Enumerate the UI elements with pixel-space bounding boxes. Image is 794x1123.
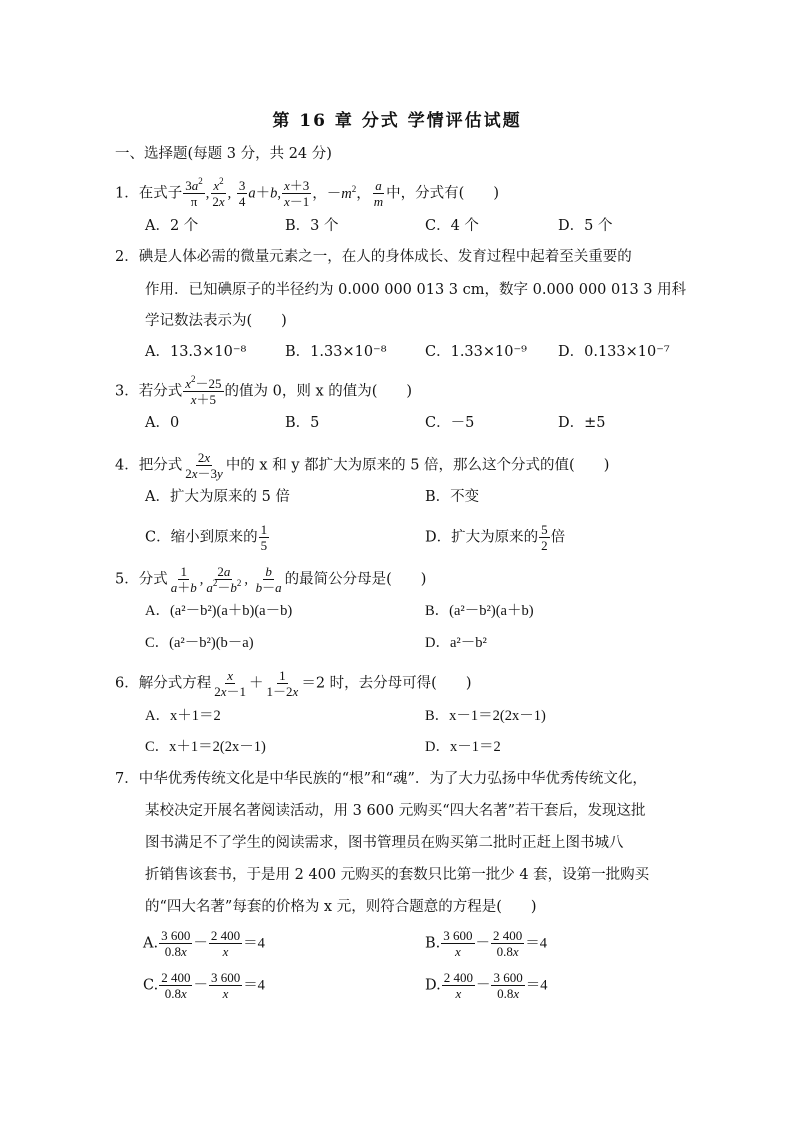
option-d: D．±5 bbox=[558, 415, 606, 431]
fraction: $\frac{x^2}{2x}$ bbox=[212, 176, 225, 209]
fraction: $\frac{3 600}{0.8x}$ bbox=[161, 928, 191, 959]
option-a: A．0 bbox=[145, 415, 180, 431]
fraction: $\frac{2 400}{x}$ bbox=[443, 970, 473, 1001]
option-b: B．不变 bbox=[425, 489, 480, 505]
question-text: 碘是人体必需的微量元素之一，在人的身体成长、发育过程中起着至关重要的 bbox=[138, 249, 632, 265]
option-c: C．4 个 bbox=[425, 218, 479, 234]
question-text: 中华优秀传统文化是中华民族的“根”和“魂”．为了大力弘扬中华优秀传统文化， bbox=[138, 771, 647, 787]
fraction: $\frac{3a^2}{\pi}$ bbox=[185, 176, 203, 209]
option-text: D．扩大为原来的 bbox=[425, 529, 539, 546]
question-stem-suffix: 的最简公分母是( ) bbox=[284, 571, 427, 588]
option-b: B．(a²－b²)(a＋b) bbox=[425, 603, 534, 619]
option-d: D．0.133×10⁻⁷ bbox=[558, 344, 670, 360]
fraction: $\frac{3 600}{x}$ bbox=[210, 970, 241, 1001]
question-stem-prefix: 在式子 bbox=[138, 185, 183, 202]
option-label: C. bbox=[143, 977, 159, 994]
fraction: $\frac{2a}{a^2-b^2}$ bbox=[206, 564, 242, 595]
option-d: D．a²－b² bbox=[425, 635, 487, 651]
question-number: 3． bbox=[115, 383, 139, 400]
option-a: A．扩大为原来的 5 倍 bbox=[145, 489, 290, 505]
option-d bbox=[425, 522, 565, 553]
option-text: C．缩小到原来的 bbox=[145, 529, 258, 546]
fraction: $\frac{x^2-25}{x+5}$ bbox=[185, 374, 222, 407]
section-heading: 一、选择题(每题 3 分，共 24 分) bbox=[115, 146, 332, 162]
option-b: B．1.33×10⁻⁸ bbox=[285, 344, 387, 360]
question-2-line-3: 学记数法表示为( ) bbox=[145, 313, 287, 329]
fraction: $\frac{3 600}{0.8x}$ bbox=[493, 970, 523, 1001]
question-number: 2． bbox=[115, 249, 139, 265]
equation-tail: ＝4 bbox=[243, 977, 265, 994]
question-stem-prefix: 分式 bbox=[138, 571, 168, 588]
fraction: $\frac{x+3}{x-1}$ bbox=[284, 178, 310, 209]
fraction: $\frac{x}{2x-1}$ bbox=[214, 668, 247, 699]
question-number: 1． bbox=[115, 185, 139, 202]
question-stem-suffix: 的值为 0，则 x 的值为( ) bbox=[224, 383, 413, 400]
option-c bbox=[145, 522, 270, 553]
question-stem-suffix: 中的 x 和 y 都扩大为原来的 5 倍，那么这个分式的值( ) bbox=[225, 457, 610, 474]
equation-tail: ＝4 bbox=[525, 935, 548, 952]
option-b: B. $\frac{3 600}{x}$ － $\frac{2 400}{0.8x}$ ＝4 bbox=[425, 928, 548, 959]
option-c: C．－5 bbox=[425, 415, 475, 431]
option-c: C. $\frac{2 400}{0.8x}$ － $\frac{3 600}{x}$ ＝4 bbox=[143, 970, 265, 1001]
question-number: 7． bbox=[115, 771, 139, 787]
option-a: A．2 个 bbox=[145, 218, 199, 234]
question-7-line-5: 的“四大名著”每套的价格为 x 元，则符合题意的方程是( ) bbox=[145, 899, 537, 915]
option-d: D．x－1＝2 bbox=[425, 739, 501, 755]
option-b: B．x－1＝2(2x－1) bbox=[425, 708, 546, 724]
fraction: $\frac{2x}{2x-3y}$ bbox=[185, 450, 223, 481]
question-2-line-2: 作用．已知碘原子的半径约为 0.000 000 013 3 cm，数字 0.000 000 013 3 用科 bbox=[145, 282, 687, 298]
question-stem-prefix: 把分式 bbox=[138, 457, 183, 474]
fraction: $\frac{5}{2}$ bbox=[541, 522, 548, 553]
option-a: A．x＋1＝2 bbox=[145, 708, 221, 724]
fraction: $\frac{1}{5}$ bbox=[260, 522, 268, 553]
question-7-line-2: 某校决定开展名著阅读活动，用 3 600 元购买“四大名著”若干套后，发现这批 bbox=[145, 803, 646, 819]
option-c: C．1.33×10⁻⁹ bbox=[425, 344, 527, 360]
question-6: 6．解分式方程 $\frac{x}{2x-1}$ ＋ $\frac{1}{1-2x}$ ＝2 时，去分母可得( ) bbox=[115, 668, 472, 699]
option-c: C．x＋1＝2(2x－1) bbox=[145, 739, 266, 755]
fraction: $\frac{3}{4}$ bbox=[238, 178, 246, 209]
option-a: A．13.3×10⁻⁸ bbox=[145, 344, 247, 360]
equation-tail: ＝4 bbox=[243, 935, 265, 952]
question-number: 6． bbox=[115, 675, 139, 692]
option-a: A．(a²－b²)(a＋b)(a－b) bbox=[145, 603, 293, 619]
option-d: D．5 个 bbox=[558, 218, 613, 234]
question-3 bbox=[115, 376, 412, 407]
option-label: A. bbox=[143, 935, 159, 952]
question-stem-suffix: ＝2 时，去分母可得( ) bbox=[301, 675, 472, 692]
option-b: B．5 bbox=[285, 415, 320, 431]
option-label: D. bbox=[425, 977, 441, 994]
question-2-line-1 bbox=[115, 246, 632, 268]
fraction: $\frac{1}{a+b}$ bbox=[170, 564, 197, 595]
fraction: $\frac{3 600}{x}$ bbox=[443, 928, 473, 959]
fraction: $\frac{2 400}{0.8x}$ bbox=[161, 970, 191, 1001]
fraction: $\frac{a}{m}$ bbox=[373, 178, 384, 209]
equation-tail: ＝4 bbox=[525, 977, 548, 994]
question-7-line-3: 图书满足不了学生的阅读需求，图书管理员在购买第二批时正赶上图书城八 bbox=[145, 835, 624, 851]
question-stem-suffix: 中，分式有( ) bbox=[386, 185, 499, 202]
fraction: $\frac{2 400}{0.8x}$ bbox=[493, 928, 523, 959]
option-text-suffix: 倍 bbox=[550, 529, 566, 546]
option-a: A. $\frac{3 600}{0.8x}$ － $\frac{2 400}{x}$ ＝4 bbox=[143, 928, 265, 959]
question-number: 5． bbox=[115, 571, 139, 588]
question-stem-prefix: 解分式方程 bbox=[138, 675, 212, 692]
page-title: 第 16 章 分式 学情评估试题 bbox=[272, 111, 522, 131]
question-7-line-4: 折销售该套书，于是用 2 400 元购买的套数只比第一批少 4 套，设第一批购买 bbox=[145, 867, 650, 883]
option-d: D. $\frac{2 400}{x}$ － $\frac{3 600}{0.8x}$ ＝4 bbox=[425, 970, 548, 1001]
question-7-line-1 bbox=[115, 768, 647, 790]
question-5: 5．分式 $\frac{1}{a+b}$ , $\frac{2a}{a^2-b^2}$ , $\frac{b}{b-a}$ 的最简公分母是( ) bbox=[115, 564, 427, 595]
fraction: $\frac{2 400}{x}$ bbox=[210, 928, 241, 959]
option-b: B．3 个 bbox=[285, 218, 339, 234]
fraction: $\frac{b}{b-a}$ bbox=[255, 564, 282, 595]
question-number: 4． bbox=[115, 457, 139, 474]
question-1: 1．在式子 $\frac{3a^2}{\pi}$ , $\frac{x^2}{2x}$ , $\frac{3}{4}$ a＋b, $\frac{x+3}{x-1}$ ，$-m^2$， $\frac{a}{m}$ 中，分式有( ) bbox=[115, 176, 499, 209]
option-c: C．(a²－b²)(b－a) bbox=[145, 635, 254, 651]
option-label: B. bbox=[425, 935, 441, 952]
fraction: $\frac{1}{1-2x}$ bbox=[266, 668, 299, 699]
question-4 bbox=[115, 450, 609, 481]
question-stem-prefix: 若分式 bbox=[138, 383, 183, 400]
